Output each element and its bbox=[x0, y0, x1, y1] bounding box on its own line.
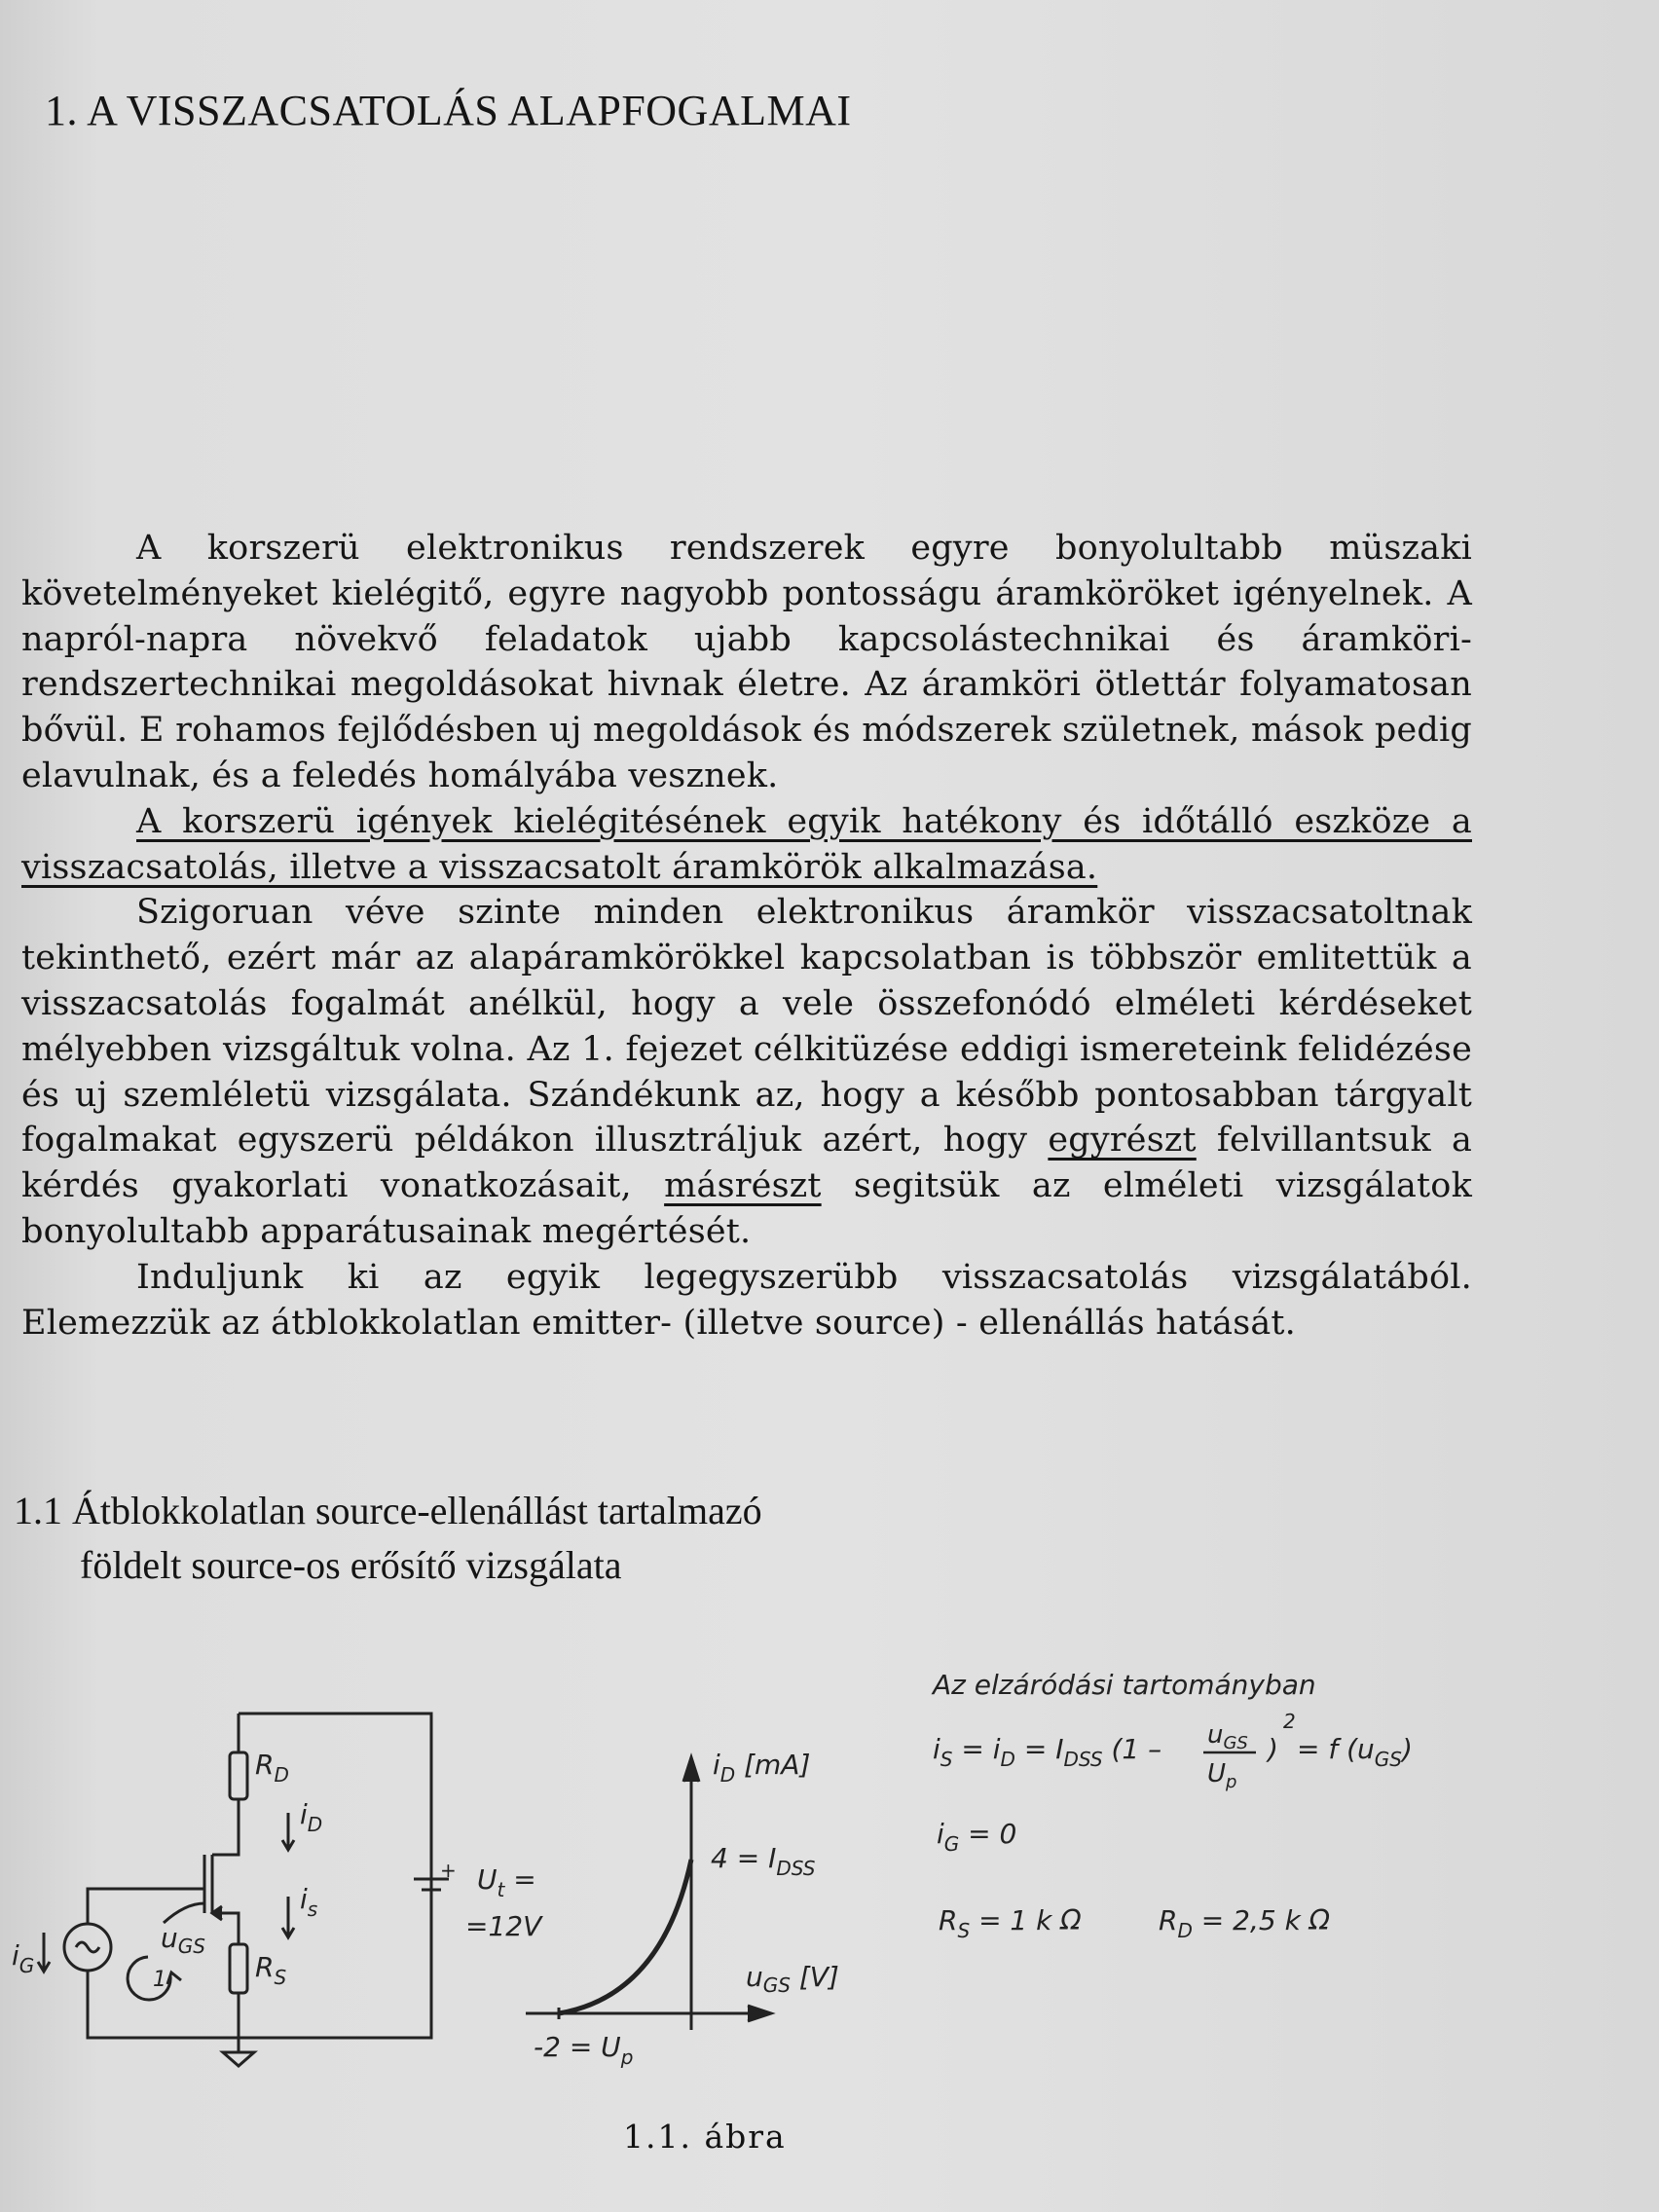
y-axis-arrow bbox=[683, 1757, 699, 1782]
ut-value: =12V bbox=[465, 1910, 542, 1942]
rd-label: $R_D$ bbox=[255, 1749, 289, 1787]
is-label: $i_s$ bbox=[300, 1883, 318, 1921]
id-label: $i_D$ bbox=[300, 1798, 323, 1836]
paragraph-3 bbox=[21, 890, 1472, 1254]
body-text bbox=[21, 526, 1472, 1346]
section-title bbox=[14, 1484, 762, 1593]
section-title-line-2: földelt source-os erősítő vizsgálata bbox=[80, 1543, 622, 1587]
transfer-curve bbox=[559, 1860, 691, 2013]
graph-up-label: $-2 = U_p$ bbox=[534, 2031, 634, 2069]
ig-label: $i_G$ bbox=[12, 1939, 35, 1977]
formula-power: 2 bbox=[1283, 1710, 1296, 1733]
formula-intro: Az elzáródási tartományban bbox=[933, 1669, 1316, 1701]
graph-x-label: $u_{GS}$ [V] bbox=[746, 1961, 839, 1997]
paragraph-3-part-a: Szigoruan véve szinte minden elektronikus áramkör visszacsatoltnak tekinthető, ezért már az alapáramkörökkel kapcsolatban is többször emlitettük a visszacsatolás fogalmát anélkül, hogy a vele összefonódó elméleti kérdéseket mélyebben vizsgáltuk volna. Az 1. fejezet célkitüzése eddigi ismereteink felidézése és uj szemléletü vizsgálata. Szándékunk az, hogy a később pontosabban tárgyalt fogalmakat egyszerü példákon illusztráljuk azért, hogy bbox=[21, 893, 1472, 1161]
rs-label: $R_S$ bbox=[255, 1951, 287, 1989]
paragraph-1: A korszerü elektronikus rendszerek egyre bonyolultabb müszaki követelményeket kielégitő, egyre nagyobb pontosságu áramköröket igényelnek. A napról-napra növekvő feladatok ujabb kapcsolástechnikai és áramköri- rendszertechnikai megoldásokat hivnak életre. Az áramköri ötlettár folyamatosan bővül. E rohamos fejlődésben uj megoldások és módszerek születnek, mások pedig elavulnak, és a feledés homályába vesznek. bbox=[21, 529, 1472, 795]
underlined-masreszt: másrészt bbox=[664, 1166, 822, 1206]
underlined-egyreszt: egyrészt bbox=[1048, 1121, 1197, 1161]
fraction-denominator: $U_p$ bbox=[1207, 1759, 1237, 1792]
formula-main: $i_S = i_D = I_{DSS}$ (1 – bbox=[933, 1733, 1162, 1771]
graph-idss-label: $4 = I_{DSS}$ bbox=[711, 1842, 816, 1880]
fraction-numerator: $u_{GS}$ bbox=[1207, 1720, 1248, 1753]
ugs-label: $u_{GS}$ bbox=[161, 1922, 205, 1958]
chapter-title: 1. A VISSZACSATOLÁS ALAPFOGALMAI bbox=[45, 87, 852, 134]
graph-y-label: $i_D$ [mA] bbox=[713, 1749, 811, 1787]
x-axis-arrow bbox=[748, 2006, 771, 2021]
paragraph-3-part-b: felvillantsuk a kérdés gyakorlati vonatkozásait, bbox=[21, 1121, 1473, 1206]
rd-resistor bbox=[230, 1752, 247, 1799]
formula-rd-value: $R_D = 2,5$ k Ω bbox=[1159, 1904, 1331, 1942]
underlined-statement: A korszerü igények kielégitésének egyik hatékony és időtálló eszköze a visszacsatolás, illetve a visszacsatolt áramkörök alkalmazása. bbox=[21, 801, 1472, 887]
paragraph-3-part-c: segitsük az elméleti vizsgálatok bonyolultabb apparátusainak megértését. bbox=[21, 1166, 1472, 1251]
paragraph-2-underlined bbox=[21, 799, 1472, 891]
paragraph-4: Induljunk ki az egyik legegyszerübb visszacsatolás vizsgálatából. Elemezzük az átblokkolatlan emitter- (illetve source) - ellenállás hatását. bbox=[21, 1257, 1472, 1343]
formula-close: ) bbox=[1268, 1733, 1278, 1765]
figure-caption: 1.1. ábra bbox=[623, 2118, 787, 2156]
ut-label: $U_t$ = bbox=[477, 1863, 536, 1901]
loop-number: 1 bbox=[153, 1968, 166, 1992]
rs-resistor bbox=[230, 1944, 247, 1993]
figure-1-1 bbox=[0, 1645, 1659, 2113]
battery-plus: + bbox=[440, 1859, 457, 1882]
transfer-characteristic-graph bbox=[526, 1757, 771, 2030]
formula-rhs: = f $(u_{GS})$ bbox=[1297, 1733, 1413, 1771]
formula-rs-value: $R_S = 1$ k Ω bbox=[939, 1904, 1082, 1942]
formula-ig-zero: $i_G = 0$ bbox=[937, 1818, 1017, 1856]
section-title-line-1: 1.1 Átblokkolatlan source-ellenállást tartalmazó bbox=[14, 1489, 762, 1532]
